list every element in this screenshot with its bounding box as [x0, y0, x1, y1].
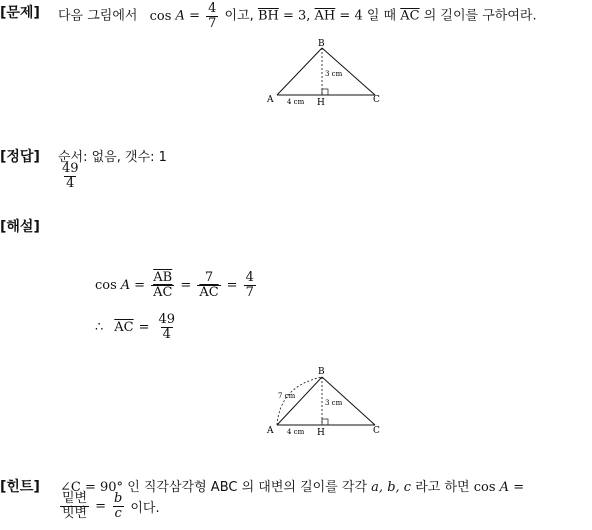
- hint-eq-2: =: [95, 498, 107, 514]
- hint-label: [힌트]: [0, 479, 40, 495]
- answer-fraction-den: 4: [66, 175, 75, 191]
- problem-when: 일 때: [366, 8, 397, 24]
- hint-frac-b: b: [114, 491, 123, 506]
- answer-meta: 순서: 없음, 갯수: 1: [58, 150, 167, 165]
- problem-and: 이고,: [224, 8, 254, 24]
- vertex-b: B: [318, 367, 325, 377]
- expl-ac-2: AC: [199, 284, 219, 300]
- expl-answer-den: 4: [162, 326, 171, 342]
- expl-answer-fraction: [157, 313, 178, 341]
- problem-angle-a: A: [175, 8, 185, 24]
- expl-cos: cos: [95, 277, 117, 293]
- right-angle-mark: [322, 89, 328, 95]
- problem-ah: $\overline{AH}$: [314, 8, 336, 24]
- problem-label: [문제]: [0, 5, 40, 21]
- expl-ac-result: $\overline{AC}$: [114, 319, 134, 335]
- problem-fraction-num: 4: [208, 1, 217, 16]
- vertex-b: B: [318, 39, 325, 49]
- expl-eq-1: =: [134, 277, 146, 293]
- hint-line-2: [58, 492, 160, 520]
- expl-ab: $\overline{AB}$: [153, 270, 173, 285]
- expl-therefore: ∴: [95, 319, 104, 335]
- expl-four: 4: [245, 270, 254, 285]
- problem-bh-value: = 3,: [282, 8, 311, 24]
- problem-fraction: [206, 2, 218, 30]
- hint-frac-num: 밑변: [62, 491, 88, 506]
- answer-fraction-num: 49: [62, 161, 79, 176]
- problem-statement: [58, 2, 537, 30]
- hint-frac-den: 빗변: [62, 505, 88, 521]
- problem-bh: $\overline{BH}$: [257, 8, 279, 24]
- problem-cos: cos: [149, 8, 172, 24]
- label-ah-length: 4 cm: [287, 428, 305, 436]
- side-ab: [277, 48, 322, 95]
- expl-answer-num: 49: [158, 312, 176, 327]
- hint-angle: ∠C = 90°: [60, 480, 124, 495]
- expl-frac-7-ac: [197, 271, 220, 299]
- hint-a: a,: [371, 480, 384, 495]
- problem-intro: 다음 그림에서: [58, 8, 138, 24]
- answer-value: [58, 162, 83, 190]
- label-ah-length: 4 cm: [287, 98, 305, 106]
- vertex-c: C: [373, 426, 380, 436]
- explanation-line-1: [95, 271, 258, 299]
- hint-angle-a: A: [499, 480, 510, 495]
- explanation-line-2: [95, 313, 179, 341]
- expl-frac-ab-ac: [151, 271, 174, 299]
- expl-ac: AC: [153, 284, 173, 300]
- problem-fraction-den: 7: [208, 15, 217, 31]
- hint-b: b,: [387, 480, 400, 495]
- hint-eq: =: [513, 480, 525, 495]
- vertex-a: A: [267, 95, 274, 105]
- hint-text-2: 라고 하면: [415, 480, 470, 495]
- hint-frac-c: c: [114, 505, 122, 521]
- answer-label: [정답]: [0, 149, 40, 165]
- hint-end: 이다.: [130, 500, 160, 516]
- expl-eq-3: =: [226, 277, 238, 293]
- expl-eq-4: =: [138, 319, 150, 335]
- vertex-c: C: [373, 95, 380, 105]
- hint-text-1: 인 직각삼각형 ABC 의 대변의 길이를 각각: [127, 480, 368, 495]
- problem-eq: =: [189, 8, 200, 24]
- problem-tail: 의 길이를 구하여라.: [423, 8, 537, 24]
- foot-h: H: [317, 98, 325, 108]
- vertex-a: A: [267, 426, 274, 436]
- explanation-label: [해설]: [0, 219, 40, 235]
- triangle-figure-1: [262, 38, 392, 108]
- label-ab-length: 7 cm: [278, 392, 296, 400]
- hint-c: c: [403, 480, 412, 495]
- foot-h: H: [317, 428, 325, 436]
- label-bh-length: 3 cm: [325, 70, 343, 78]
- expl-seven: 7: [204, 270, 214, 285]
- expl-angle-a: A: [120, 277, 131, 293]
- right-angle-mark: [322, 419, 328, 425]
- expl-eq-2: =: [180, 277, 192, 293]
- triangle-figure-2: [262, 364, 392, 436]
- expl-frac-4-7: [244, 271, 256, 299]
- expl-seven-den: 7: [245, 284, 254, 300]
- answer-fraction: [60, 162, 81, 190]
- hint-cos: cos: [473, 480, 496, 495]
- hint-frac-bc: [112, 492, 124, 520]
- problem-ah-value: = 4: [339, 8, 363, 24]
- label-bh-length: 3 cm: [325, 399, 343, 407]
- hint-frac-words: [60, 492, 89, 520]
- problem-ac: $\overline{AC}$: [400, 8, 420, 24]
